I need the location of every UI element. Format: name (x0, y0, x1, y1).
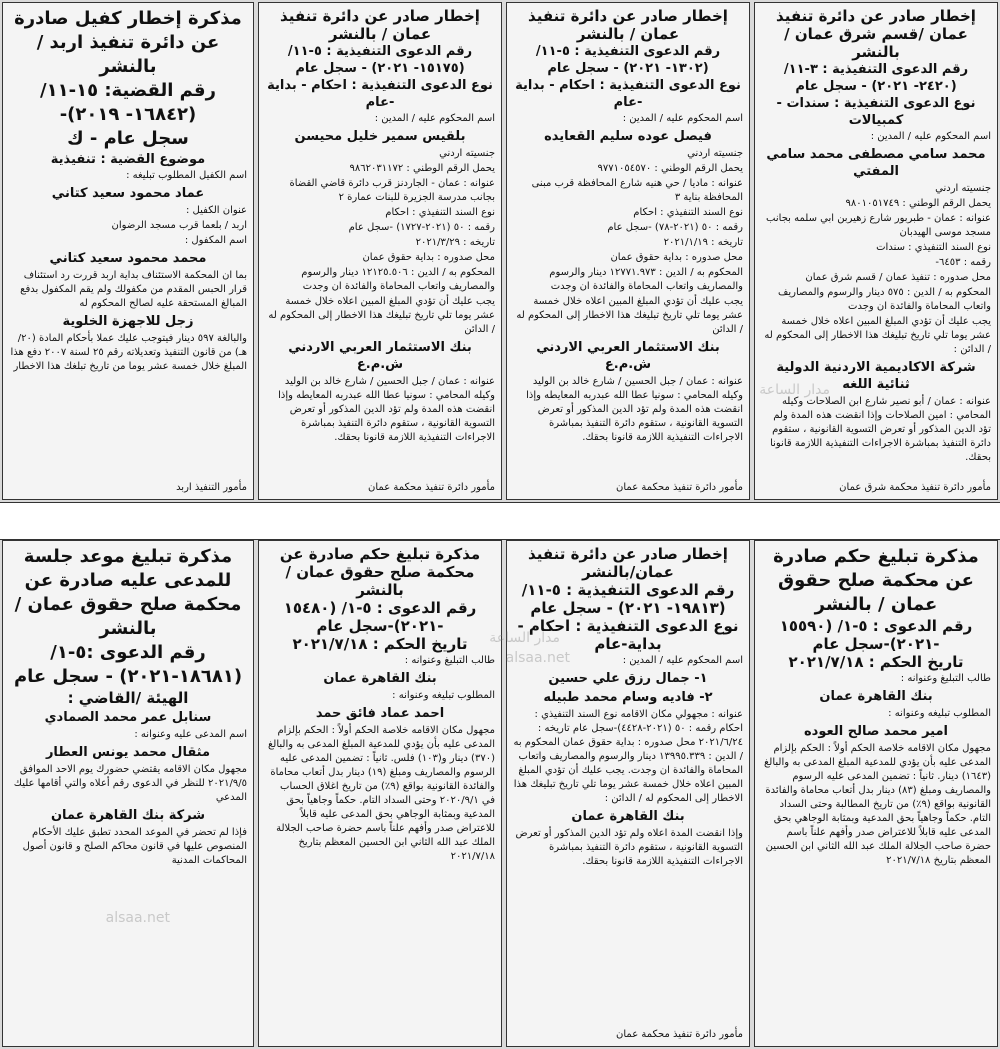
debtor-name: ٢- فاديه وسام محمد طبيله (543, 690, 713, 705)
footer: مأمور دائرة تنفيذ محكمة عمان (368, 482, 495, 493)
case-number: رقم الدعوى : ٥-١/ (١٥٥٩٠ -٢٠٢١)-سجل عام (779, 617, 973, 653)
body-line: عنوانه : عمان - الجاردنز قرب دائرة قاضي القضاة بجانب مدرسة الجزيرة للبنات عمارة ٢ (289, 178, 495, 203)
body-text: والبالغة ٥٩٧ دينار فيتوجب عليك عملا بأحكام المادة (٢٠/هـ) من قانون التنفيذ وتعديلاته رقم ٢٥ لسنة ٢٠٠٧ دفع هذا المبلغ خلال خمسة عشر يوما من تاريخ تبلغك هذا الاخطار (10, 333, 247, 372)
body-line: يحمل الرقم الوطني : ٩٨٠١٠٥١٧٤٩ (845, 198, 991, 209)
case-type: نوع الدعوى التنفيذية : احكام - بداية -عام (267, 78, 493, 110)
case-number: رقم الدعوى :٥-١/ (١٨٦٨١-٢٠٢١) - سجل عام (13, 642, 243, 687)
body-line: جنسيته اردني (439, 148, 495, 159)
notice-title: مذكرة إخطار كفيل صادرة عن دائرة تنفيذ اربد /بالنشر (14, 8, 242, 77)
case-number: رقم الدعوى التنفيذية : ٥-١١/ (١٩٨١٣- ٢٠٢١) - سجل عام (521, 581, 735, 617)
footer: مأمور دائرة تنفيذ محكمة عمان (616, 1029, 743, 1040)
notice-b4 (2, 540, 254, 1047)
body-text: عنوانه : عمان / جبل الحسين / شارع خالد بن الوليد وكيله المحامي : سونيا عطا الله عبدربه المعايطه وإذا انقضت هذه المدة ولم تؤد الدين المذكور أو تعرض التسوية القانونية ، ستقوم دائرة التنفيذ بمباشرة الاجراءات التنفيذية اللازمة قانونا بحقك. (526, 376, 743, 443)
body-line: عنوان الكفيل : (186, 205, 247, 216)
party-label: اسم المحكوم عليه / المدين : (622, 113, 743, 124)
body-text: عنوانه : مجهولي مكان الاقامه نوع السند التنفيذي : احكام رقمه : ٥٠ (٢٠٢١-٤٤٢٨)-سجل عام تاريخه : ٢٠٢١/٦/٢٤ محل صدوره : بداية حقوق عمان المحكوم به / الدين : ١٣٩٩٥.٣٣٩ دينار والرسوم والمصاريف واتعاب المحاماة والفائدة ان وجدت. يجب عليك أن تؤدي المبلغ المبين اعلاه خلال خمسة عشر يوما تلي تاريخ تبليغك هذا الاخطار إلى المحكوم له / الدائن : (513, 709, 743, 804)
case-register: سجل عام - ك (67, 128, 189, 149)
body-line: محل صدوره : بداية حقوق عمان (610, 252, 743, 263)
creditor-name: بنك الاستثمار العربي الاردني ش.م.ع (536, 340, 720, 372)
body-text: مجهول مكان الاقامه خلاصة الحكم أولاً : الحكم بإلزام المدعى عليه بأن يؤدي للمدعية المبلغ المدعى به والبالغ (٣٧٠) دينار و(١٠٣) فلس. ثانياً : تضمين المدعى عليه الرسوم والمصاريف ومبلغ (١٩) دينار بدل أتعاب محاماة والفائدة القانونية بواقع (٩٪) من تاريخ اغلاق الحساب في ٢٠٢٠/٩/١ وحتى السداد التام. حكماً وجاهياً بحق المدعية وبمثابة الوجاهي بحق المدعى عليه قابلاً للاعتراض صدر وأفهم علناً باسم حضرة صاحب الجلالة الملك عبد الله الثاني ابن الحسين المعظم بتاريخ ٢٠٢١/٧/١٨ (267, 725, 495, 862)
principal-name: محمد محمود سعيد كتاني (49, 251, 207, 266)
row-separator (0, 502, 1000, 540)
body-line: يجب عليك أن تؤدي المبلغ المبين اعلاه خلال خمسة عشر يوما تلي تاريخ تبليغك هذا الاخطار إلى المحكوم له / الدائن : (764, 316, 991, 355)
body-line: المطلوب تبليغه وعنوانه : (888, 708, 991, 719)
footer: مأمور دائرة تنفيذ محكمة شرق عمان (839, 482, 991, 493)
body-line: اربد / بلعما قرب مسجد الرضوان (111, 220, 247, 231)
body-line: المطلوب تبليغه وعنوانه : (392, 690, 495, 701)
footer: مأمور التنفيذ اربد (176, 482, 247, 493)
case-subject: موضوع القضية : تنفيذية (50, 152, 206, 167)
notice-title: إخطار صادر عن دائرة تنفيذ عمان /قسم شرق عمان / بالنشر (776, 7, 976, 61)
party-name: احمد عماد فائق حمد (315, 706, 445, 721)
case-type: نوع الدعوى التنفيذية : احكام - بداية -عام (515, 78, 741, 110)
notice-t1 (754, 2, 998, 500)
creditor-name: بنك القاهرة عمان (571, 809, 685, 824)
body-text: بما ان المحكمة الاستئناف بداية اربد قررت رد استئناف قرار الحبس المقدم من مكفولك ولم يقم المكفول بدفع المبالغ المستحقة عليه لصالح المحكوم له (20, 270, 247, 309)
body-text: عنوانه : عمان / أبو نصير شارع ابن الصلاحات وكيله المحامي : امين الصلاحات وإذا انقضت هذه المدة ولم تؤد الدين المذكور أو تعرض التسوية القانونية ، ستقوم دائرة التنفيذ بمباشرة الاجراءات التنفيذية اللازمة قانونا بحقك. (770, 396, 991, 463)
creditor-name: شركة الاكاديمية الاردنية الدولية ثنائية اللغه (776, 360, 976, 392)
body-line: تاريخه : ٢٠٢١/١/١٩ (663, 237, 743, 248)
notice-title: إخطار صادر عن دائرة تنفيذ عمان / بالنشر (528, 7, 728, 43)
creditor-name: بنك الاستثمار العربي الاردني ش.م.ع (288, 340, 472, 372)
panel-label: الهيئة /القاضي : (67, 689, 189, 707)
debtor-name: فيصل عوده سليم القعايده (544, 129, 712, 144)
judge-name: سنابل عمر محمد الصمادي (44, 710, 212, 725)
body-text: مجهول مكان الاقامه خلاصة الحكم أولاً : الحكم بإلزام المدعى عليه بأن يؤدي للمدعية المبلغ المدعى به والبالغ (١٦٤٣) دينار. ثانياً : تضمين المدعى عليه الرسوم والمصاريف ومبلغ (٨٣) دينار بدل أتعاب محاماة والفائدة القانونية بواقع (٩٪) من تاريخ المطالبة وحتى السداد التام. حكماً وجاهياً بحق المدعية وبمثابة الوجاهي بحق المدعى عليه قابلاً للاعتراض صدر وأفهم علناً باسم حضرة صاحب الجلالة الملك عبد الله الثاني ابن الحسين المعظم بتاريخ ٢٠٢١/٧/١٨ (763, 743, 991, 866)
case-number: رقم الدعوى التنفيذية : ٥-١١/ (١٥١٧٥- ٢٠٢١) - سجل عام (287, 44, 473, 76)
body-line: اسم المدعى عليه وعنوانه : (134, 729, 247, 740)
debtor-name: محمد سامي مصطفى محمد سامي المفتي (766, 147, 986, 179)
body-text: وإذا انقضت المدة اعلاه ولم تؤد الدين المذكور أو تعرض التسوية القانونية ، ستقوم دائرة التنفيذ بمباشرة الاجراءات التنفيذية اللازمة قانونا بحقك. (515, 828, 743, 867)
body-line: رقمه : ٦٤٥٣- (935, 257, 991, 268)
body-line: نوع السند التنفيذي : احكام (633, 207, 743, 218)
body-text: مجهول مكان الاقامه يقتضي حضورك يوم الاحد الموافق ٢٠٢١/٩/٥ للنظر في الدعوى رقم أعلاه والتي أقامها عليك المدعي (13, 764, 247, 803)
case-number: رقم الدعوى : ٥-١/ (١٥٤٨٠ -٢٠٢١)-سجل عام (283, 599, 477, 635)
footer: مأمور دائرة تنفيذ محكمة عمان (616, 482, 743, 493)
party-name: بنك القاهرة عمان (819, 689, 933, 704)
watermark: alsaa.net (105, 910, 170, 926)
body-line: عنوانه : عمان - طبربور شارع زهيربن ابي سلمه بجانب مسجد موسى الهيدبان (766, 213, 991, 238)
body-line: رقمه : ٥٠ (٢٠٢١-١٧٢٧) -سجل عام (348, 222, 495, 233)
case-type: نوع الدعوى التنفيذية : سندات - كمبيالات (776, 96, 976, 128)
notice-t4 (2, 2, 254, 500)
body-text: فإذا لم تحضر في الموعد المحدد تطبق عليك الأحكام المنصوص عليها في قانون محاكم الصلح و قانون أصول المحاكمات المدنية (22, 827, 247, 866)
body-line: يحمل الرقم الوطني : ٩٧٧١٠٥٤٥٧٠ (597, 163, 743, 174)
body-line: طالب التبليغ وعنوانه : (900, 673, 991, 684)
watermark: مدار الساعة (489, 630, 560, 646)
party-name: امير محمد صالح العوده (804, 724, 948, 739)
body-line: اسم المكفول : (184, 235, 247, 246)
case-number: رقم الدعوى التنفيذية : ٥-١١/ (١٣٠٢- ٢٠٢١) - سجل عام (535, 44, 721, 76)
notice-b3 (258, 540, 502, 1047)
body-line: محل صدوره : تنفيذ عمان / قسم شرق عمان (805, 272, 991, 283)
notice-t3 (258, 2, 502, 500)
body-line: المحكوم به / الدين : ٥٧٥ دينار والرسوم والمصاريف واتعاب المحاماة والفائدة ان وجدت (777, 287, 991, 312)
judgment-date: تاريخ الحكم : ٢٠٢١/٧/١٨ (788, 653, 964, 671)
body-line: المحكوم به / الدين : ١٢٧٧١.٩٧٣ دينار والرسوم والمصاريف واتعاب المحاماة والفائدة ان وجدت (549, 267, 743, 292)
notice-b2 (506, 540, 750, 1047)
body-line: يجب عليك أن تؤدي المبلغ المبين اعلاه خلال خمسة عشر يوما تلي تاريخ تبليغك هذا الاخطار إلى المحكوم له / الدائن (516, 296, 743, 335)
body-line: تاريخه : ٢٠٢١/٣/٢٩ (415, 237, 495, 248)
body-line: اسم المحكوم عليه / المدين : (622, 655, 743, 666)
party-label: اسم المحكوم عليه / المدين : (870, 131, 991, 142)
body-line: يحمل الرقم الوطني : ٩٨٦٢٠٣١١٧٢ (349, 163, 495, 174)
notice-title: مذكرة تبليغ حكم صادرة عن محكمة صلح حقوق عمان / بالنشر (279, 545, 481, 599)
notice-b1 (754, 540, 998, 1047)
party-label: اسم المحكوم عليه / المدين : (374, 113, 495, 124)
plaintiff-name: شركة بنك القاهرة عمان (50, 808, 206, 823)
body-line: جنسيته اردني (935, 183, 991, 194)
defendant-name: مثقال محمد يونس العطار (45, 745, 211, 760)
judgment-date: تاريخ الحكم : ٢٠٢١/٧/١٨ (292, 635, 468, 653)
body-line: اسم الكفيل المطلوب تبليغه : (126, 170, 247, 181)
case-number: رقم الدعوى التنفيذية : ٣-١١/ (٢٤٢٠- ٢٠٢١) - سجل عام (783, 62, 969, 94)
notice-title: مذكرة تبليغ حكم صادرة عن محكمة صلح حقوق عمان / بالنشر (773, 546, 979, 615)
body-line: طالب التبليغ وعنوانه : (404, 655, 495, 666)
debtor-name: بلقيس سمير خليل محيسن (294, 129, 466, 144)
body-line: جنسيته اردني (687, 148, 743, 159)
body-line: نوع السند التنفيذي : سندات (876, 242, 991, 253)
notice-title: مذكرة تبليغ موعد جلسة للمدعى عليه صادرة عن محكمة صلح حقوق عمان /بالنشر (14, 546, 242, 639)
body-line: رقمه : ٥٠ (٢٠٢١-٧٨) -سجل عام (607, 222, 743, 233)
body-line: محل صدوره : بداية حقوق عمان (362, 252, 495, 263)
watermark: مدار الساعة (759, 382, 830, 398)
debtor-name: ١- جمال رزق علي حسين (548, 671, 708, 686)
guarantor-name: عماد محمود سعيد كتاني (51, 186, 205, 201)
body-line: المحكوم به / الدين : ١٢١٢٥.٥٠٦ دينار والرسوم والمصاريف واتعاب المحاماة والفائدة ان وجدت (301, 267, 495, 292)
case-number: رقم القضية: ١٥-١١/ (١٦٨٤٢- ٢٠١٩)- (40, 80, 216, 125)
notice-t2 (506, 2, 750, 500)
watermark: alsaa.net (505, 650, 570, 666)
notice-title: إخطار صادر عن دائرة تنفيذ عمان / بالنشر (280, 7, 480, 43)
body-line: عنوانه : ماديا / حي هنيه شارع المحافظة قرب مبنى المحافظة بناية ٣ (531, 178, 743, 203)
notice-title: إخطار صادر عن دائرة تنفيذ عمان/بالنشر (528, 545, 728, 581)
body-line: نوع السند التنفيذي : احكام (385, 207, 495, 218)
body-line: يجب عليك أن تؤدي المبلغ المبين اعلاه خلال خمسة عشر يوما تلي تاريخ تبليغك هذا الاخطار إلى المحكوم له / الدائن (268, 296, 495, 335)
party-name: بنك القاهرة عمان (323, 671, 437, 686)
case-type: نوع الدعوى التنفيذية : احكام - بداية-عام (517, 617, 739, 653)
body-text: عنوانه : عمان / جبل الحسين / شارع خالد بن الوليد وكيله المحامي : سونيا عطا الله عبدربه المعايطه وإذا انقضت هذه المدة ولم تؤد الدين المذكور أو تعرض التسوية القانونية ، ستقوم دائرة التنفيذ بمباشرة الاجراءات التنفيذية اللازمة قانونا بحقك. (278, 376, 495, 443)
creditor-name: زجل للاجهزة الخلوية (62, 314, 194, 329)
